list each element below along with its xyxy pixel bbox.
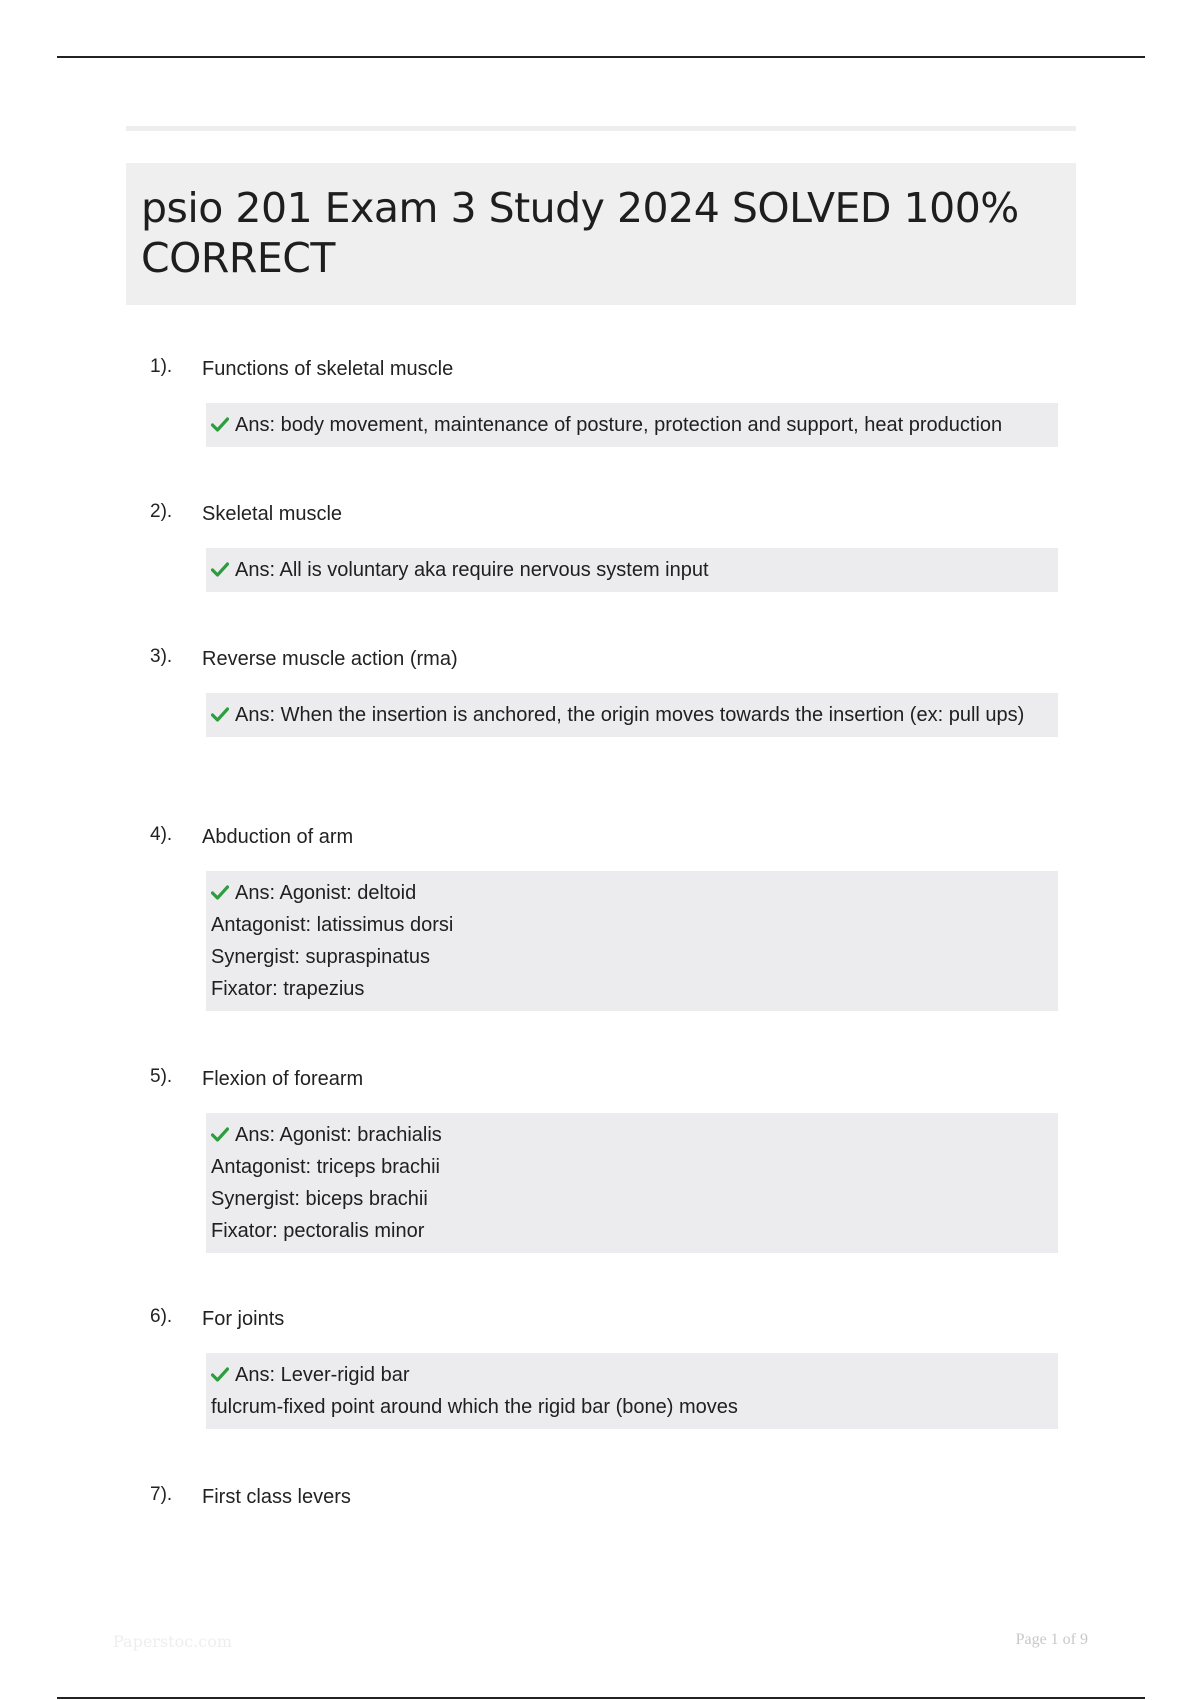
answer-line (211, 1183, 1050, 1215)
answer-line (211, 1359, 1050, 1391)
answer-text: Ans: body movement, maintenance of posture, protection and support, heat production (235, 414, 1003, 436)
answer-text: Synergist: biceps brachii (211, 1188, 428, 1210)
answer-box (206, 1113, 1058, 1253)
check-icon (211, 1367, 229, 1382)
question-number: 4). (150, 824, 173, 845)
check-icon (211, 707, 229, 722)
question-text: For joints (202, 1308, 285, 1330)
page-title: psio 201 Exam 3 Study 2024 SOLVED 100% CORRECT (141, 184, 1019, 282)
bottom-rule (57, 1697, 1145, 1699)
answer-line (211, 877, 1050, 909)
title-box (126, 163, 1076, 305)
answer-text: Fixator: trapezius (211, 978, 365, 1000)
answer-text: Ans: Agonist: brachialis (235, 1124, 442, 1146)
answer-text: Antagonist: triceps brachii (211, 1156, 441, 1178)
answer-text: Fixator: pectoralis minor (211, 1220, 425, 1242)
answer-line (211, 973, 1050, 1005)
answer-line (211, 909, 1050, 941)
question-text: Skeletal muscle (202, 503, 343, 525)
answer-line (211, 1391, 1050, 1423)
answer-text: Ans: All is voluntary aka require nervous system input (235, 559, 709, 581)
answer-line (211, 941, 1050, 973)
header-divider (126, 126, 1076, 131)
question-text: Reverse muscle action (rma) (202, 648, 458, 670)
answer-text: fulcrum-fixed point around which the rigid bar (bone) moves (211, 1396, 738, 1418)
question-number: 3). (150, 646, 173, 667)
answer-box (206, 403, 1058, 447)
answer-line (211, 1215, 1050, 1247)
question-number: 1). (150, 356, 173, 377)
page-indicator: Page 1 of 9 (1015, 1631, 1088, 1648)
check-icon (211, 885, 229, 900)
top-rule (57, 56, 1145, 58)
check-icon (211, 562, 229, 577)
question-text: Flexion of forearm (202, 1068, 364, 1090)
footer-watermark: Paperstoc.com (113, 1632, 233, 1651)
answer-line (211, 1151, 1050, 1183)
question-number: 5). (150, 1066, 173, 1087)
question-number: 2). (150, 501, 173, 522)
answer-text: Synergist: supraspinatus (211, 946, 431, 968)
answer-line (211, 1119, 1050, 1151)
check-icon (211, 1127, 229, 1142)
question-text: First class levers (202, 1486, 351, 1508)
answer-box (206, 871, 1058, 1011)
question-number: 6). (150, 1306, 173, 1327)
question-text: Abduction of arm (202, 826, 354, 848)
check-icon (211, 417, 229, 432)
answer-text: Ans: When the insertion is anchored, the origin moves towards the insertion (ex: pull ups) (235, 704, 1025, 726)
answer-text: Ans: Agonist: deltoid (235, 882, 417, 904)
question-number: 7). (150, 1484, 173, 1505)
answer-box (206, 693, 1058, 737)
answer-line (211, 554, 1050, 586)
answer-text: Ans: Lever-rigid bar (235, 1364, 410, 1386)
answer-line (211, 409, 1050, 441)
answer-box (206, 548, 1058, 592)
answer-line (211, 699, 1050, 731)
answer-box (206, 1353, 1058, 1429)
question-text: Functions of skeletal muscle (202, 358, 454, 380)
answer-text: Antagonist: latissimus dorsi (211, 914, 454, 936)
